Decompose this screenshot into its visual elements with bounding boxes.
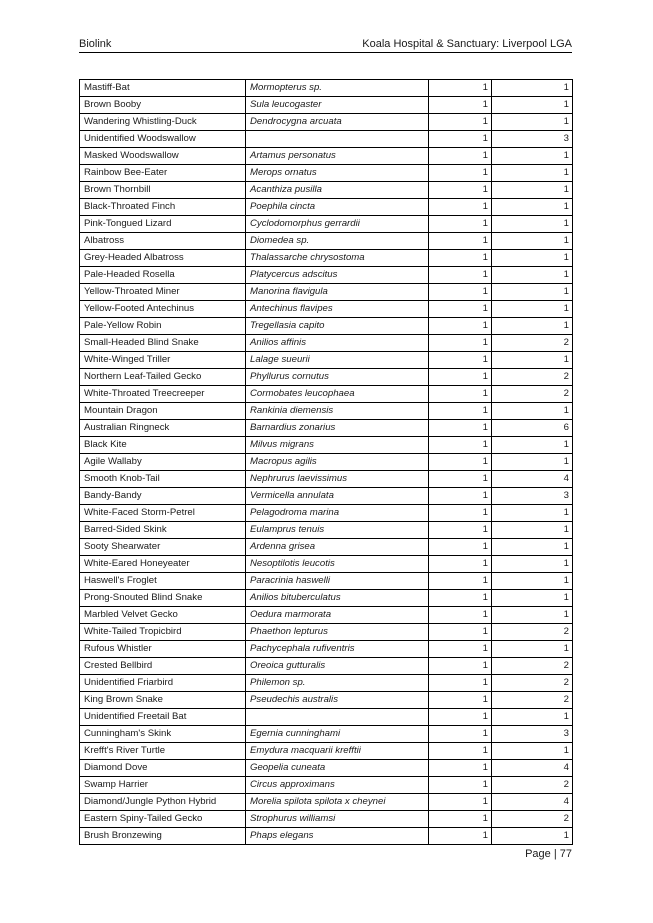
scientific-name-cell: Geopelia cuneata xyxy=(246,760,429,777)
count-b-cell: 1 xyxy=(492,539,573,556)
scientific-name-cell: Nephrurus laevissimus xyxy=(246,471,429,488)
count-a-cell: 1 xyxy=(429,114,492,131)
count-a-cell: 1 xyxy=(429,233,492,250)
table-row xyxy=(80,828,573,845)
count-a-cell: 1 xyxy=(429,590,492,607)
scientific-name-cell: Barnardius zonarius xyxy=(246,420,429,437)
common-name-cell: Krefft's River Turtle xyxy=(80,743,246,760)
count-a-cell: 1 xyxy=(429,131,492,148)
count-b-cell: 1 xyxy=(492,607,573,624)
count-b-cell: 1 xyxy=(492,284,573,301)
common-name-cell: Pale-Yellow Robin xyxy=(80,318,246,335)
count-a-cell: 1 xyxy=(429,828,492,845)
count-a-cell: 1 xyxy=(429,386,492,403)
count-b-cell: 1 xyxy=(492,454,573,471)
count-b-cell: 3 xyxy=(492,726,573,743)
scientific-name-cell: Phyllurus cornutus xyxy=(246,369,429,386)
scientific-name-cell: Artamus personatus xyxy=(246,148,429,165)
count-a-cell: 1 xyxy=(429,709,492,726)
common-name-cell: Barred-Sided Skink xyxy=(80,522,246,539)
common-name-cell: Yellow-Throated Miner xyxy=(80,284,246,301)
scientific-name-cell: Strophurus williamsi xyxy=(246,811,429,828)
table-row xyxy=(80,794,573,811)
table-row xyxy=(80,488,573,505)
table-row xyxy=(80,743,573,760)
common-name-cell: Unidentified Friarbird xyxy=(80,675,246,692)
count-a-cell: 1 xyxy=(429,573,492,590)
count-b-cell: 2 xyxy=(492,811,573,828)
common-name-cell: Smooth Knob-Tail xyxy=(80,471,246,488)
count-b-cell: 1 xyxy=(492,828,573,845)
scientific-name-cell: Anilios bituberculatus xyxy=(246,590,429,607)
count-b-cell: 3 xyxy=(492,131,573,148)
common-name-cell: Diamond/Jungle Python Hybrid xyxy=(80,794,246,811)
table-row xyxy=(80,692,573,709)
page-header xyxy=(79,38,572,53)
count-b-cell: 2 xyxy=(492,369,573,386)
count-b-cell: 1 xyxy=(492,165,573,182)
scientific-name-cell: Oreoica gutturalis xyxy=(246,658,429,675)
common-name-cell: Swamp Harrier xyxy=(80,777,246,794)
scientific-name-cell: Phaethon lepturus xyxy=(246,624,429,641)
count-a-cell: 1 xyxy=(429,267,492,284)
table-row xyxy=(80,556,573,573)
count-a-cell: 1 xyxy=(429,369,492,386)
count-a-cell: 1 xyxy=(429,726,492,743)
scientific-name-cell: Phaps elegans xyxy=(246,828,429,845)
count-a-cell: 1 xyxy=(429,250,492,267)
table-row xyxy=(80,437,573,454)
common-name-cell: Pink-Tongued Lizard xyxy=(80,216,246,233)
common-name-cell: Australian Ringneck xyxy=(80,420,246,437)
page-number: Page | 77 xyxy=(525,848,572,860)
common-name-cell: Cunningham's Skink xyxy=(80,726,246,743)
count-a-cell: 1 xyxy=(429,607,492,624)
table-row xyxy=(80,386,573,403)
common-name-cell: Small-Headed Blind Snake xyxy=(80,335,246,352)
count-b-cell: 1 xyxy=(492,437,573,454)
common-name-cell: Black Kite xyxy=(80,437,246,454)
count-b-cell: 1 xyxy=(492,641,573,658)
scientific-name-cell: Merops ornatus xyxy=(246,165,429,182)
scientific-name-cell: Anilios affinis xyxy=(246,335,429,352)
scientific-name-cell: Sula leucogaster xyxy=(246,97,429,114)
scientific-name-cell: Cormobates leucophaea xyxy=(246,386,429,403)
common-name-cell: Rainbow Bee-Eater xyxy=(80,165,246,182)
scientific-name-cell: Manorina flavigula xyxy=(246,284,429,301)
table-row xyxy=(80,114,573,131)
scientific-name-cell: Lalage sueurii xyxy=(246,352,429,369)
count-a-cell: 1 xyxy=(429,199,492,216)
count-b-cell: 1 xyxy=(492,233,573,250)
table-row xyxy=(80,777,573,794)
count-b-cell: 2 xyxy=(492,658,573,675)
scientific-name-cell: Cyclodomorphus gerrardii xyxy=(246,216,429,233)
count-b-cell: 4 xyxy=(492,760,573,777)
count-b-cell: 1 xyxy=(492,743,573,760)
table-row xyxy=(80,607,573,624)
table-row xyxy=(80,675,573,692)
count-b-cell: 1 xyxy=(492,250,573,267)
common-name-cell: Rufous Whistler xyxy=(80,641,246,658)
scientific-name-cell: Pachycephala rufiventris xyxy=(246,641,429,658)
count-b-cell: 2 xyxy=(492,692,573,709)
scientific-name-cell: Macropus agilis xyxy=(246,454,429,471)
table-row xyxy=(80,760,573,777)
table-row xyxy=(80,454,573,471)
scientific-name-cell: Paracrinia haswelli xyxy=(246,573,429,590)
count-b-cell: 2 xyxy=(492,335,573,352)
scientific-name-cell: Morelia spilota spilota x cheynei xyxy=(246,794,429,811)
count-a-cell: 1 xyxy=(429,454,492,471)
table-row xyxy=(80,624,573,641)
count-b-cell: 1 xyxy=(492,709,573,726)
count-b-cell: 1 xyxy=(492,590,573,607)
common-name-cell: Mastiff-Bat xyxy=(80,80,246,97)
common-name-cell: White-Eared Honeyeater xyxy=(80,556,246,573)
count-a-cell: 1 xyxy=(429,437,492,454)
table-row xyxy=(80,811,573,828)
table-row xyxy=(80,403,573,420)
scientific-name-cell: Poephila cincta xyxy=(246,199,429,216)
common-name-cell: Albatross xyxy=(80,233,246,250)
count-b-cell: 1 xyxy=(492,301,573,318)
table-row xyxy=(80,420,573,437)
count-a-cell: 1 xyxy=(429,352,492,369)
count-b-cell: 1 xyxy=(492,522,573,539)
count-b-cell: 1 xyxy=(492,148,573,165)
scientific-name-cell: Rankinia diemensis xyxy=(246,403,429,420)
scientific-name-cell: Vermicella annulata xyxy=(246,488,429,505)
common-name-cell: Pale-Headed Rosella xyxy=(80,267,246,284)
table-row xyxy=(80,471,573,488)
count-a-cell: 1 xyxy=(429,165,492,182)
count-b-cell: 1 xyxy=(492,97,573,114)
common-name-cell: Grey-Headed Albatross xyxy=(80,250,246,267)
scientific-name-cell: Acanthiza pusilla xyxy=(246,182,429,199)
header-org: Biolink xyxy=(79,38,112,50)
scientific-name-cell: Nesoptilotis leucotis xyxy=(246,556,429,573)
common-name-cell: Prong-Snouted Blind Snake xyxy=(80,590,246,607)
count-b-cell: 1 xyxy=(492,267,573,284)
common-name-cell: Eastern Spiny-Tailed Gecko xyxy=(80,811,246,828)
species-table-body xyxy=(80,80,573,845)
common-name-cell: Sooty Shearwater xyxy=(80,539,246,556)
common-name-cell: Black-Throated Finch xyxy=(80,199,246,216)
table-row xyxy=(80,80,573,97)
scientific-name-cell: Thalassarche chrysostoma xyxy=(246,250,429,267)
common-name-cell: Brown Booby xyxy=(80,97,246,114)
count-b-cell: 2 xyxy=(492,386,573,403)
table-row xyxy=(80,726,573,743)
common-name-cell: Yellow-Footed Antechinus xyxy=(80,301,246,318)
scientific-name-cell: Platycercus adscitus xyxy=(246,267,429,284)
count-a-cell: 1 xyxy=(429,522,492,539)
count-a-cell: 1 xyxy=(429,471,492,488)
count-b-cell: 1 xyxy=(492,505,573,522)
table-row xyxy=(80,709,573,726)
scientific-name-cell xyxy=(246,709,429,726)
count-a-cell: 1 xyxy=(429,335,492,352)
count-a-cell: 1 xyxy=(429,794,492,811)
common-name-cell: Agile Wallaby xyxy=(80,454,246,471)
scientific-name-cell: Milvus migrans xyxy=(246,437,429,454)
scientific-name-cell: Circus approximans xyxy=(246,777,429,794)
count-b-cell: 4 xyxy=(492,471,573,488)
table-row xyxy=(80,335,573,352)
count-b-cell: 1 xyxy=(492,182,573,199)
count-a-cell: 1 xyxy=(429,777,492,794)
count-b-cell: 2 xyxy=(492,777,573,794)
count-b-cell: 1 xyxy=(492,80,573,97)
count-b-cell: 4 xyxy=(492,794,573,811)
count-a-cell: 1 xyxy=(429,539,492,556)
scientific-name-cell: Emydura macquarii krefftii xyxy=(246,743,429,760)
scientific-name-cell: Pseudechis australis xyxy=(246,692,429,709)
table-row xyxy=(80,590,573,607)
count-a-cell: 1 xyxy=(429,148,492,165)
species-table xyxy=(79,79,573,845)
count-b-cell: 2 xyxy=(492,675,573,692)
table-row xyxy=(80,233,573,250)
count-a-cell: 1 xyxy=(429,420,492,437)
count-a-cell: 1 xyxy=(429,658,492,675)
count-b-cell: 2 xyxy=(492,624,573,641)
common-name-cell: King Brown Snake xyxy=(80,692,246,709)
count-a-cell: 1 xyxy=(429,811,492,828)
common-name-cell: Brush Bronzewing xyxy=(80,828,246,845)
count-a-cell: 1 xyxy=(429,556,492,573)
table-row xyxy=(80,573,573,590)
common-name-cell: White-Throated Treecreeper xyxy=(80,386,246,403)
count-b-cell: 3 xyxy=(492,488,573,505)
common-name-cell: Mountain Dragon xyxy=(80,403,246,420)
table-row xyxy=(80,131,573,148)
scientific-name-cell: Ardenna grisea xyxy=(246,539,429,556)
scientific-name-cell: Pelagodroma marina xyxy=(246,505,429,522)
common-name-cell: Diamond Dove xyxy=(80,760,246,777)
table-row xyxy=(80,301,573,318)
common-name-cell: Marbled Velvet Gecko xyxy=(80,607,246,624)
scientific-name-cell: Mormopterus sp. xyxy=(246,80,429,97)
count-b-cell: 1 xyxy=(492,318,573,335)
count-a-cell: 1 xyxy=(429,182,492,199)
common-name-cell: Wandering Whistling-Duck xyxy=(80,114,246,131)
scientific-name-cell: Antechinus flavipes xyxy=(246,301,429,318)
table-row xyxy=(80,148,573,165)
count-a-cell: 1 xyxy=(429,488,492,505)
count-a-cell: 1 xyxy=(429,284,492,301)
common-name-cell: Unidentified Woodswallow xyxy=(80,131,246,148)
common-name-cell: Crested Bellbird xyxy=(80,658,246,675)
common-name-cell: Masked Woodswallow xyxy=(80,148,246,165)
table-row xyxy=(80,250,573,267)
scientific-name-cell: Philemon sp. xyxy=(246,675,429,692)
table-row xyxy=(80,216,573,233)
count-a-cell: 1 xyxy=(429,692,492,709)
table-row xyxy=(80,199,573,216)
common-name-cell: White-Tailed Tropicbird xyxy=(80,624,246,641)
table-row xyxy=(80,97,573,114)
table-row xyxy=(80,505,573,522)
header-report-title: Koala Hospital & Sanctuary: Liverpool LGA xyxy=(362,38,572,50)
count-b-cell: 1 xyxy=(492,403,573,420)
table-row xyxy=(80,284,573,301)
count-a-cell: 1 xyxy=(429,318,492,335)
table-row xyxy=(80,318,573,335)
count-b-cell: 1 xyxy=(492,114,573,131)
count-a-cell: 1 xyxy=(429,641,492,658)
table-row xyxy=(80,539,573,556)
count-b-cell: 6 xyxy=(492,420,573,437)
table-row xyxy=(80,641,573,658)
table-row xyxy=(80,352,573,369)
common-name-cell: Northern Leaf-Tailed Gecko xyxy=(80,369,246,386)
count-a-cell: 1 xyxy=(429,216,492,233)
count-a-cell: 1 xyxy=(429,505,492,522)
scientific-name-cell: Oedura marmorata xyxy=(246,607,429,624)
count-b-cell: 1 xyxy=(492,352,573,369)
scientific-name-cell: Egernia cunninghami xyxy=(246,726,429,743)
count-a-cell: 1 xyxy=(429,624,492,641)
scientific-name-cell: Eulamprus tenuis xyxy=(246,522,429,539)
table-row xyxy=(80,165,573,182)
count-a-cell: 1 xyxy=(429,760,492,777)
count-a-cell: 1 xyxy=(429,675,492,692)
count-a-cell: 1 xyxy=(429,403,492,420)
table-row xyxy=(80,182,573,199)
table-row xyxy=(80,658,573,675)
scientific-name-cell: Tregellasia capito xyxy=(246,318,429,335)
count-b-cell: 1 xyxy=(492,556,573,573)
count-b-cell: 1 xyxy=(492,199,573,216)
table-row xyxy=(80,522,573,539)
count-a-cell: 1 xyxy=(429,743,492,760)
common-name-cell: Unidentified Freetail Bat xyxy=(80,709,246,726)
common-name-cell: White-Winged Triller xyxy=(80,352,246,369)
table-row xyxy=(80,369,573,386)
count-b-cell: 1 xyxy=(492,573,573,590)
count-a-cell: 1 xyxy=(429,80,492,97)
scientific-name-cell: Dendrocygna arcuata xyxy=(246,114,429,131)
count-b-cell: 1 xyxy=(492,216,573,233)
count-a-cell: 1 xyxy=(429,97,492,114)
common-name-cell: White-Faced Storm-Petrel xyxy=(80,505,246,522)
scientific-name-cell: Diomedea sp. xyxy=(246,233,429,250)
common-name-cell: Brown Thornbill xyxy=(80,182,246,199)
count-a-cell: 1 xyxy=(429,301,492,318)
common-name-cell: Haswell's Froglet xyxy=(80,573,246,590)
common-name-cell: Bandy-Bandy xyxy=(80,488,246,505)
scientific-name-cell xyxy=(246,131,429,148)
table-row xyxy=(80,267,573,284)
